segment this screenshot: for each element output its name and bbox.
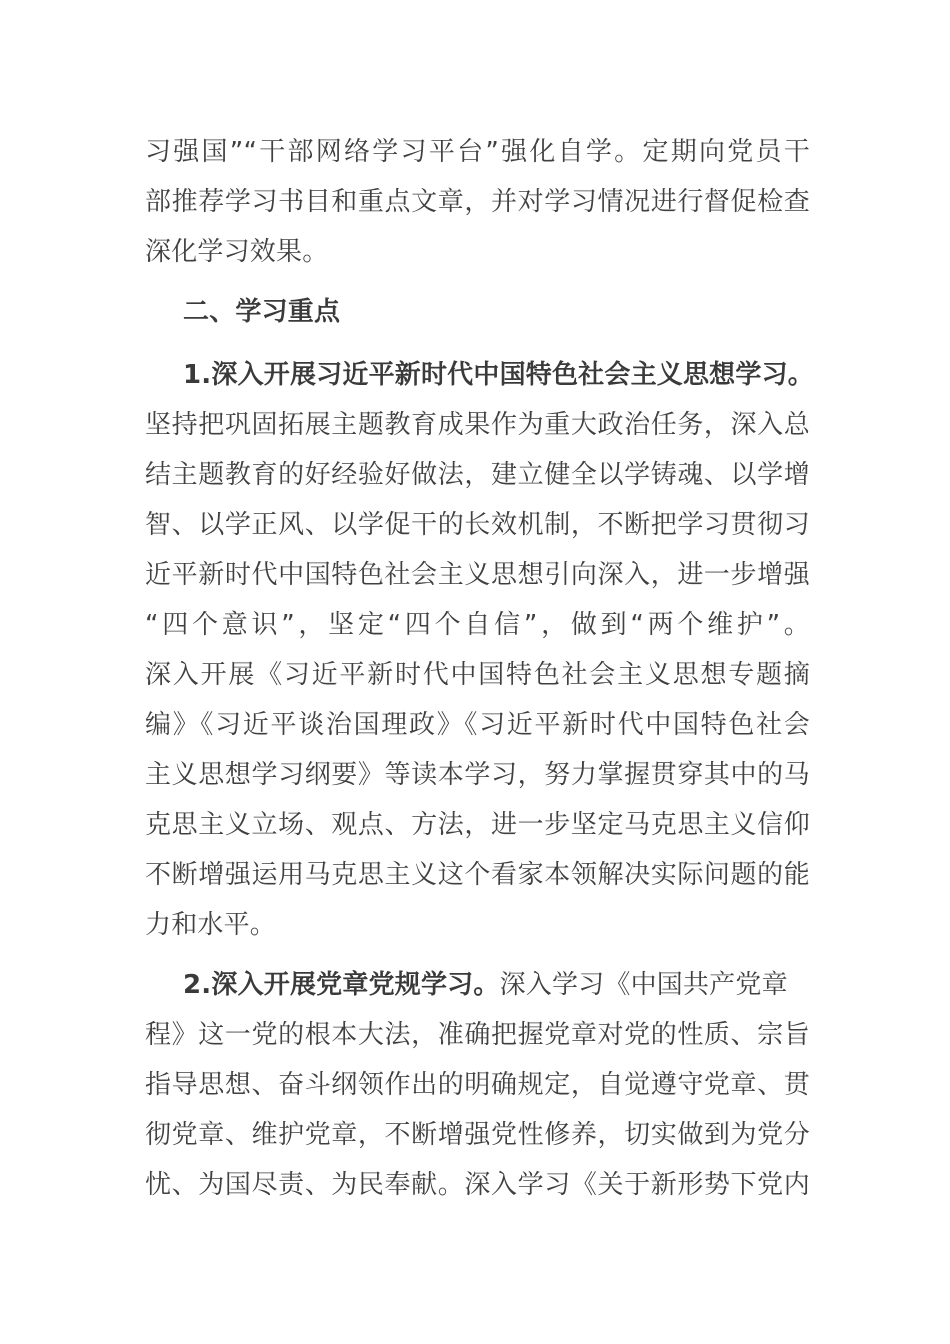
intro-line-1: 习强国”“干部网络学习平台”强化自学。定期向党员干 <box>145 137 810 167</box>
item2-first-line <box>183 960 810 1010</box>
intro-line-3: 深化学习效果。 <box>145 237 329 267</box>
item1-line-6: 深入开展《习近平新时代中国特色社会主义思想专题摘 <box>145 660 810 690</box>
item1-line-11: 力和水平。 <box>145 910 277 940</box>
item2-line-2: 指导思想、奋斗纲领作出的明确规定，自觉遵守党章、贯 <box>145 1070 810 1100</box>
item1-line-4: 近平新时代中国特色社会主义思想引向深入，进一步增强 <box>145 560 810 590</box>
item1-line-2: 结主题教育的好经验好做法，建立健全以学铸魂、以学增 <box>145 460 810 490</box>
item2-first-line-rest: 深入学习《中国共产党章 <box>499 970 788 1000</box>
item2-line-1: 程》这一党的根本大法，准确把握党章对党的性质、宗旨 <box>145 1020 810 1050</box>
intro-line-2: 部推荐学习书目和重点文章，并对学习情况进行督促检查 <box>145 187 810 217</box>
item1-heading: 1.深入开展习近平新时代中国特色社会主义思想学习。 <box>183 360 814 390</box>
item1-line-9: 克思主义立场、观点、方法，进一步坚定马克思主义信仰 <box>145 810 810 840</box>
item2-line-3: 彻党章、维护党章，不断增强党性修养，切实做到为党分 <box>145 1120 810 1150</box>
item2-heading: 2.深入开展党章党规学习。 <box>183 970 500 1000</box>
item1-line-5: “四个意识”，坚定“四个自信”，做到“两个维护”。 <box>145 610 810 640</box>
item2-line-4: 忧、为国尽责、为民奉献。深入学习《关于新形势下党内 <box>145 1170 810 1200</box>
section-heading: 二、学习重点 <box>183 297 341 327</box>
item1-line-10: 不断增强运用马克思主义这个看家本领解决实际问题的能 <box>145 860 810 890</box>
item1-line-1: 坚持把巩固拓展主题教育成果作为重大政治任务，深入总 <box>145 410 810 440</box>
item1-line-8: 主义思想学习纲要》等读本学习，努力掌握贯穿其中的马 <box>145 760 810 790</box>
item1-line-3: 智、以学正风、以学促干的长效机制，不断把学习贯彻习 <box>145 510 810 540</box>
item1-line-7: 编》《习近平谈治国理政》《习近平新时代中国特色社会 <box>145 710 810 740</box>
